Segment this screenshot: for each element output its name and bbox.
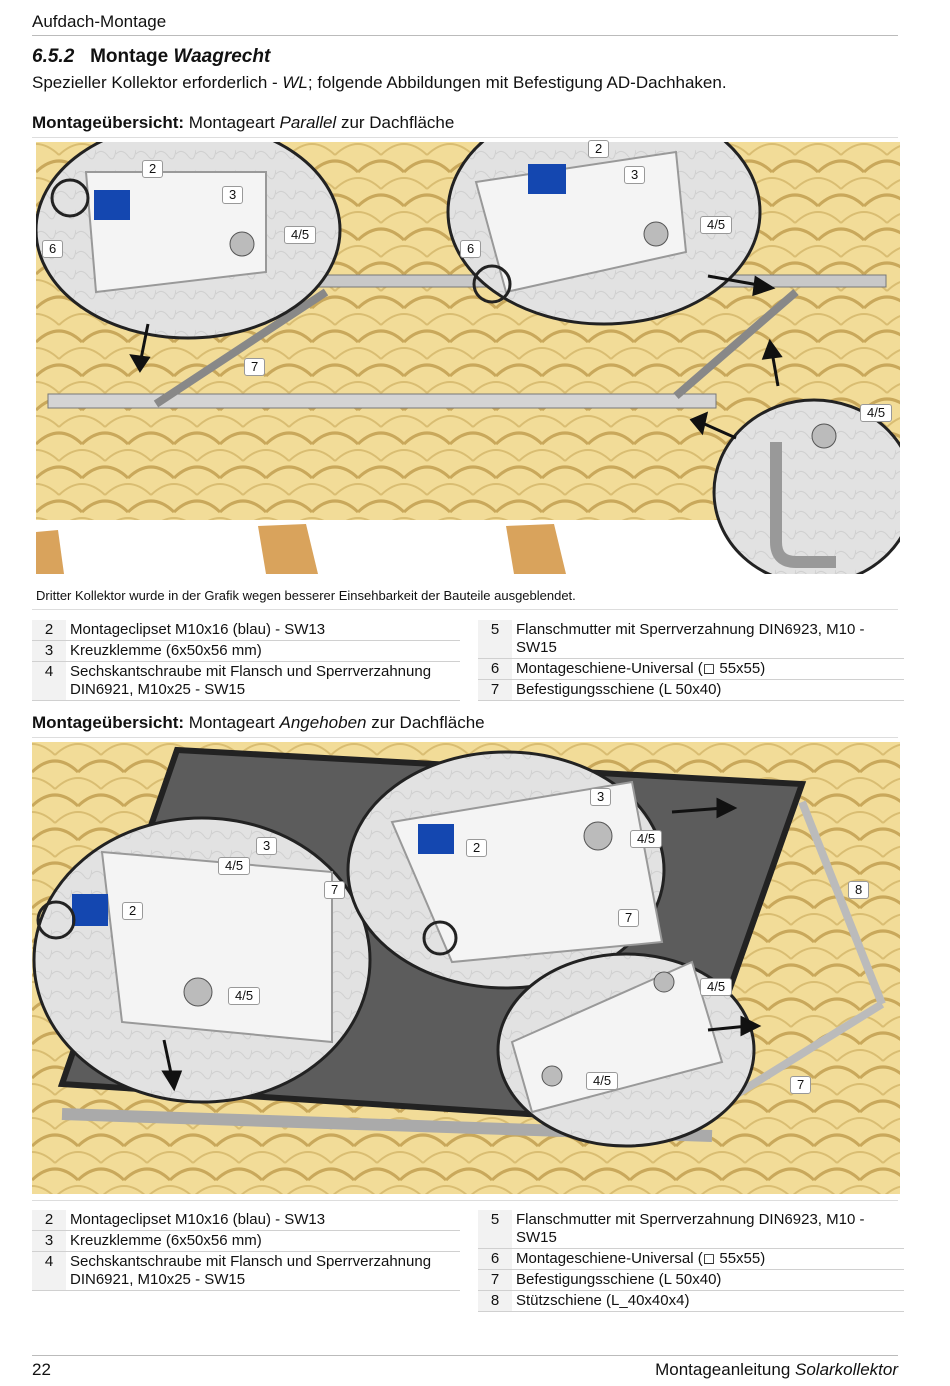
part-number: 6 <box>478 1249 512 1270</box>
part-number: 7 <box>478 680 512 701</box>
callout-4-5: 4/5 <box>586 1072 618 1090</box>
overview-divider <box>32 737 898 738</box>
parts-table-1-right <box>478 620 904 701</box>
parts-table-2-left <box>32 1210 460 1291</box>
part-description: Flanschmutter mit Sperrverzahnung DIN6923, M10 - SW15 <box>512 620 904 659</box>
callout-4-5: 4/5 <box>700 978 732 996</box>
table-row <box>32 641 460 662</box>
overview-italic: Parallel <box>279 113 337 132</box>
part-description: Stützschiene (L_40x40x4) <box>512 1291 904 1312</box>
intro-post: ; folgende Abbildungen mit Befestigung AD-Dachhaken. <box>307 73 727 92</box>
part-description: Montageschiene-Universal (◻ 55x55) <box>512 1249 904 1270</box>
table-row <box>478 680 904 701</box>
callout-4-5: 4/5 <box>860 404 892 422</box>
callout-2: 2 <box>466 839 487 857</box>
part-number: 3 <box>32 641 66 662</box>
callout-7: 7 <box>790 1076 811 1094</box>
callout-8: 8 <box>848 881 869 899</box>
rail-lower <box>48 394 716 408</box>
section-heading <box>32 46 270 68</box>
clip-blue <box>528 164 566 194</box>
callout-2: 2 <box>588 140 609 158</box>
part-description: Befestigungsschiene (L 50x40) <box>512 1270 904 1291</box>
part-number: 2 <box>32 1210 66 1231</box>
table-row <box>32 1231 460 1252</box>
clip-blue <box>418 824 454 854</box>
footer-title <box>655 1360 898 1380</box>
overview-italic: Angehoben <box>279 713 367 732</box>
callout-3: 3 <box>256 837 277 855</box>
part-description: Sechskantschraube mit Flansch und Sperrverzahnung DIN6921, M10x25 - SW15 <box>66 662 460 701</box>
overview-bold: Montageübersicht: <box>32 113 185 132</box>
callout-6: 6 <box>460 240 481 258</box>
part-description: Kreuzklemme (6x50x56 mm) <box>66 1231 460 1252</box>
figure-raised-mounting <box>32 742 900 1194</box>
table-row <box>478 1291 904 1312</box>
clip-blue <box>94 190 130 220</box>
figure-parallel-mounting <box>36 142 900 574</box>
overview-post: zur Dachfläche <box>336 113 455 132</box>
table-row <box>478 620 904 659</box>
part-description: Flanschmutter mit Sperrverzahnung DIN6923, M10 - SW15 <box>512 1210 904 1249</box>
overview-divider <box>32 137 898 138</box>
callout-4-5: 4/5 <box>630 830 662 848</box>
callout-3: 3 <box>590 788 611 806</box>
figure-divider <box>32 1200 898 1201</box>
callout-4-5: 4/5 <box>218 857 250 875</box>
part-description: Kreuzklemme (6x50x56 mm) <box>66 641 460 662</box>
section-title: Montage <box>90 46 169 67</box>
part-number: 7 <box>478 1270 512 1291</box>
callout-3: 3 <box>222 186 243 204</box>
table-row <box>478 1210 904 1249</box>
caption-divider <box>32 609 898 610</box>
intro-code: WL <box>282 73 308 92</box>
table-row <box>32 662 460 701</box>
overview-bold: Montageübersicht: <box>32 713 185 732</box>
part-description: Montageclipset M10x16 (blau) - SW13 <box>66 1210 460 1231</box>
table-row <box>478 1270 904 1291</box>
callout-4-5: 4/5 <box>700 216 732 234</box>
page-number: 22 <box>32 1360 51 1379</box>
part-description: Befestigungsschiene (L 50x40) <box>512 680 904 701</box>
part-description: Sechskantschraube mit Flansch und Sperrverzahnung DIN6921, M10x25 - SW15 <box>66 1252 460 1291</box>
section-number: 6.5.2 <box>32 46 75 67</box>
overview-heading-parallel <box>32 113 454 133</box>
part-number: 8 <box>478 1291 512 1312</box>
detail-circle-top <box>348 752 664 988</box>
footer-title-plain: Montageanleitung <box>655 1360 795 1379</box>
detail-circle-left <box>34 818 370 1102</box>
header-divider <box>32 35 898 36</box>
part-number: 4 <box>32 1252 66 1291</box>
part-description: Montageschiene-Universal (◻ 55x55) <box>512 659 904 680</box>
footer-divider <box>32 1355 898 1356</box>
part-number: 6 <box>478 659 512 680</box>
part-number: 2 <box>32 620 66 641</box>
intro-pre: Spezieller Kollektor erforderlich - <box>32 73 283 92</box>
callout-7: 7 <box>324 881 345 899</box>
intro-text <box>32 73 727 93</box>
callout-2: 2 <box>122 902 143 920</box>
part-number: 3 <box>32 1231 66 1252</box>
overview-post: zur Dachfläche <box>366 713 485 732</box>
part-description: Montageclipset M10x16 (blau) - SW13 <box>66 620 460 641</box>
table-row <box>478 1249 904 1270</box>
running-header: Aufdach-Montage <box>32 12 167 31</box>
section-title-italic: Waagrecht <box>173 46 271 67</box>
callout-4-5: 4/5 <box>228 987 260 1005</box>
table-row <box>478 659 904 680</box>
callout-4-5: 4/5 <box>284 226 316 244</box>
table-row <box>32 1252 460 1291</box>
parts-table-2-right <box>478 1210 904 1312</box>
overview-heading-raised <box>32 713 485 733</box>
clip-blue <box>72 894 108 926</box>
callout-2: 2 <box>142 160 163 178</box>
overview-pre: Montageart <box>184 713 280 732</box>
part-number: 5 <box>478 620 512 659</box>
part-number: 5 <box>478 1210 512 1249</box>
callout-7: 7 <box>244 358 265 376</box>
parts-table-1-left <box>32 620 460 701</box>
table-row <box>32 620 460 641</box>
callout-3: 3 <box>624 166 645 184</box>
overview-pre: Montageart <box>184 113 280 132</box>
callout-6: 6 <box>42 240 63 258</box>
callout-7: 7 <box>618 909 639 927</box>
figure-caption: Dritter Kollektor wurde in der Grafik wegen besserer Einsehbarkeit der Bauteile ausgeblendet. <box>36 588 576 603</box>
table-row <box>32 1210 460 1231</box>
part-number: 4 <box>32 662 66 701</box>
footer-title-italic: Solarkollektor <box>795 1360 898 1379</box>
